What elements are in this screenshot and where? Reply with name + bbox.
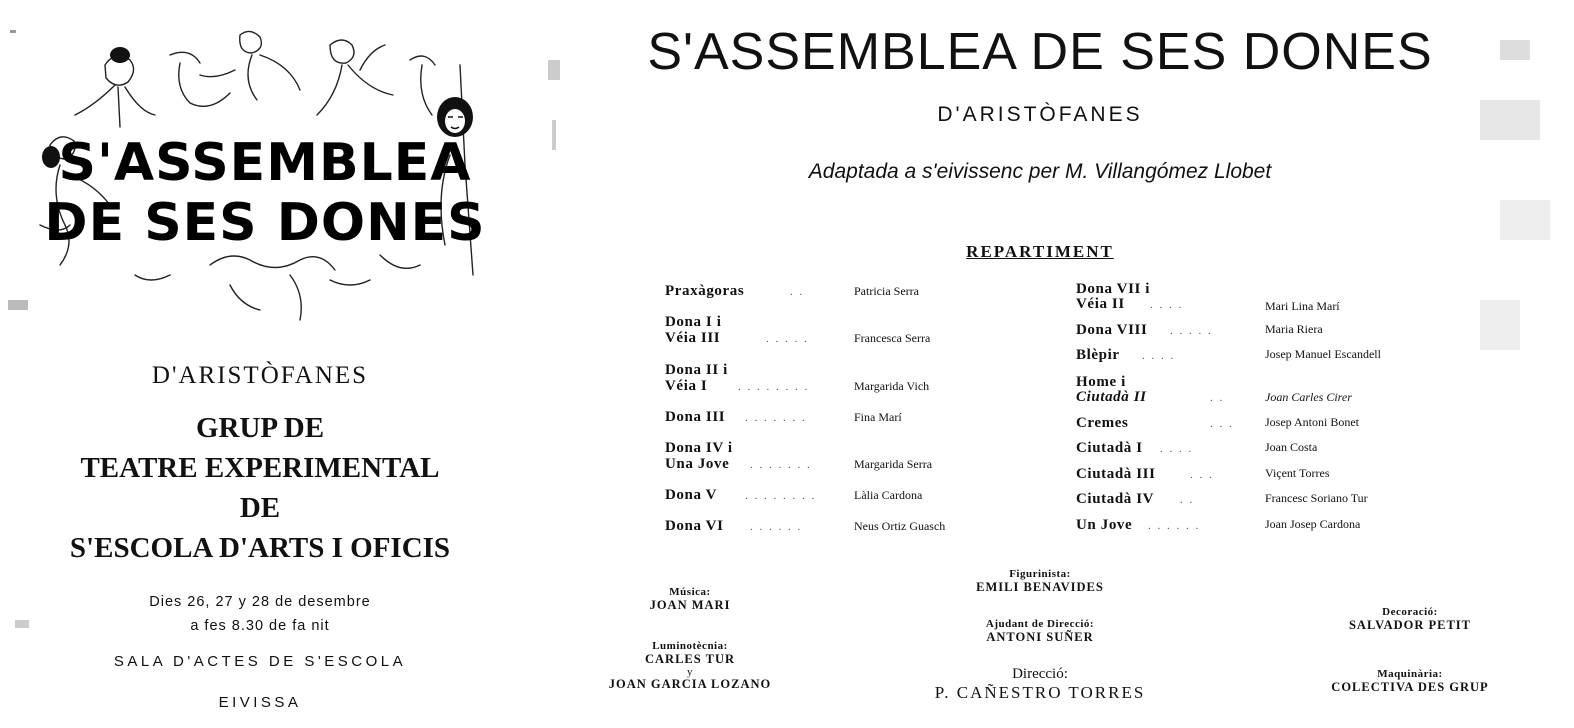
cast-actor: Francesc Soriano Tur — [1265, 491, 1368, 505]
cast-actor: Joan Josep Cardona — [1265, 517, 1361, 531]
cast-role-2 — [1076, 390, 1147, 405]
cast-actor: Margarida Serra — [854, 457, 933, 471]
leader-dots: . . . . — [1160, 443, 1194, 455]
group-line: S'ESCOLA D'ARTS I OFICIS — [69, 532, 451, 564]
credit-machinery — [1300, 668, 1520, 695]
credit-conjunction: y — [687, 666, 693, 678]
cast-actor: Josep Antoni Bonet — [1265, 415, 1360, 429]
credit-decor — [1300, 606, 1520, 633]
credit-name: ANTONI SUÑER — [986, 630, 1094, 644]
cast-actor: Fina Marí — [854, 410, 902, 424]
cast-heading: REPARTIMENT — [966, 242, 1114, 261]
cast-role: Dona II i — [665, 362, 728, 378]
leader-dots: . . . . . . . — [745, 412, 807, 424]
leader-dots: . . . . . — [766, 333, 809, 345]
leader-dots: . . — [1180, 494, 1195, 506]
leader-dots: . . . . . . . — [750, 459, 812, 471]
cast-actor: Joan Carles Cirer — [1265, 390, 1352, 404]
cast-role: Dona VI — [665, 518, 724, 534]
cast-role: Dona VIII — [1076, 322, 1148, 338]
cast-role: Ciutadà III — [1076, 466, 1156, 482]
leader-dots: . . . . . . . . — [738, 381, 810, 393]
cast-role: Ciutadà IV — [1076, 491, 1155, 507]
leader-dots: . . . . — [1150, 299, 1184, 311]
cast-actor: Viçent Torres — [1265, 466, 1330, 480]
cast-role: Un Jove — [1076, 517, 1133, 533]
credit-label: Ajudant de Direcció: — [985, 618, 1095, 630]
program-title: S'ASSEMBLEA DE SES DONES — [647, 23, 1433, 81]
cast-role: Dona IV i — [665, 440, 733, 456]
group-line: TEATRE EXPERIMENTAL — [80, 452, 440, 484]
leader-dots: . . — [1210, 392, 1225, 404]
venue: SALA D'ACTES DE S'ESCOLA — [113, 653, 407, 670]
cast-role: Dona V — [665, 487, 718, 503]
leader-dots: . . — [790, 286, 805, 298]
leader-dots: . . . — [1210, 418, 1234, 430]
credit-label: Luminotècnia: — [652, 640, 728, 652]
leader-dots: . . . . . — [1170, 325, 1213, 337]
cast-role: Dona III — [665, 409, 726, 425]
leader-dots: . . . . . . . . — [745, 490, 817, 502]
poster-author: D'ARISTÒFANES — [151, 362, 369, 389]
leader-dots: . . . . . . — [1148, 520, 1201, 532]
leader-dots: . . . . — [1142, 350, 1176, 362]
credit-label: Direcció: — [1012, 666, 1068, 682]
cast-actor: Josep Manuel Escandell — [1265, 347, 1381, 361]
credit-name: CARLES TUR — [645, 652, 735, 666]
group-line: DE — [239, 492, 281, 524]
cast-actor: Patricia Serra — [854, 284, 919, 298]
cast-role: Cremes — [1076, 415, 1129, 431]
adaptation-credit: Adaptada a s'eivissenc per M. Villangómez Llobet — [808, 160, 1272, 183]
credit-director — [900, 666, 1180, 703]
credit-name: SALVADOR PETIT — [1348, 618, 1472, 632]
cast-role: Home i — [1076, 374, 1126, 390]
cast-actor: Maria Riera — [1265, 322, 1323, 336]
group-line: GRUP DE — [195, 412, 325, 444]
cast-actor: Mari Lina Marí — [1265, 299, 1340, 313]
dates-line: Dies 26, 27 y 28 de desembre — [149, 594, 371, 610]
credit-label: Música: — [669, 586, 711, 598]
poster-illustration — [30, 25, 490, 325]
leader-dots: . . . — [1190, 469, 1214, 481]
credit-label: Decoració: — [1382, 606, 1438, 618]
cast-role: Praxàgoras — [665, 283, 745, 299]
poster-title-line2: DE SES DONES — [44, 193, 486, 253]
cast-role: Ciutadà I — [1076, 440, 1143, 456]
program-author: D'ARISTÒFANES — [937, 103, 1143, 126]
cast-actor: Làlia Cardona — [854, 488, 923, 502]
credit-name: JOAN GARCIA LOZANO — [608, 677, 772, 691]
cast-actor: Margarida Vich — [854, 379, 930, 393]
credit-label: Figurinista: — [1009, 568, 1071, 580]
credit-music — [590, 586, 790, 613]
cast-actor: Francesca Serra — [854, 331, 931, 345]
city: EIVISSA — [218, 694, 302, 711]
cast-role-2: Véia I — [665, 378, 708, 394]
cast-actor: Neus Ortiz Guasch — [854, 519, 946, 533]
credit-costume — [920, 568, 1160, 595]
cast-role-2-text: Ciutadà II — [1076, 389, 1147, 405]
leader-dots: . . . . . . — [750, 521, 803, 533]
cast-role-2: Véia II — [1076, 296, 1125, 312]
cast-role-2: Véia III — [665, 330, 721, 346]
cast-role: Dona I i — [665, 314, 722, 330]
credit-name: P. CAÑESTRO TORRES — [934, 683, 1146, 702]
credit-assistant-director — [920, 618, 1160, 645]
cast-role-2: Una Jove — [665, 456, 730, 472]
cast-role: Blèpir — [1076, 347, 1120, 363]
time-line: a fes 8.30 de fa nit — [190, 618, 330, 634]
credit-name: EMILI BENAVIDES — [976, 580, 1104, 594]
cast-role: Dona VII i — [1076, 281, 1151, 297]
performance-dates — [0, 590, 520, 638]
group-name — [0, 408, 520, 568]
credit-name: JOAN MARI — [649, 598, 731, 612]
poster-title-line1: S'ASSEMBLEA — [58, 133, 472, 193]
credit-name: COLECTIVA DES GRUP — [1331, 680, 1489, 694]
credit-lighting — [560, 640, 820, 692]
credit-label: Maquinària: — [1377, 668, 1443, 680]
cast-actor: Joan Costa — [1265, 440, 1318, 454]
